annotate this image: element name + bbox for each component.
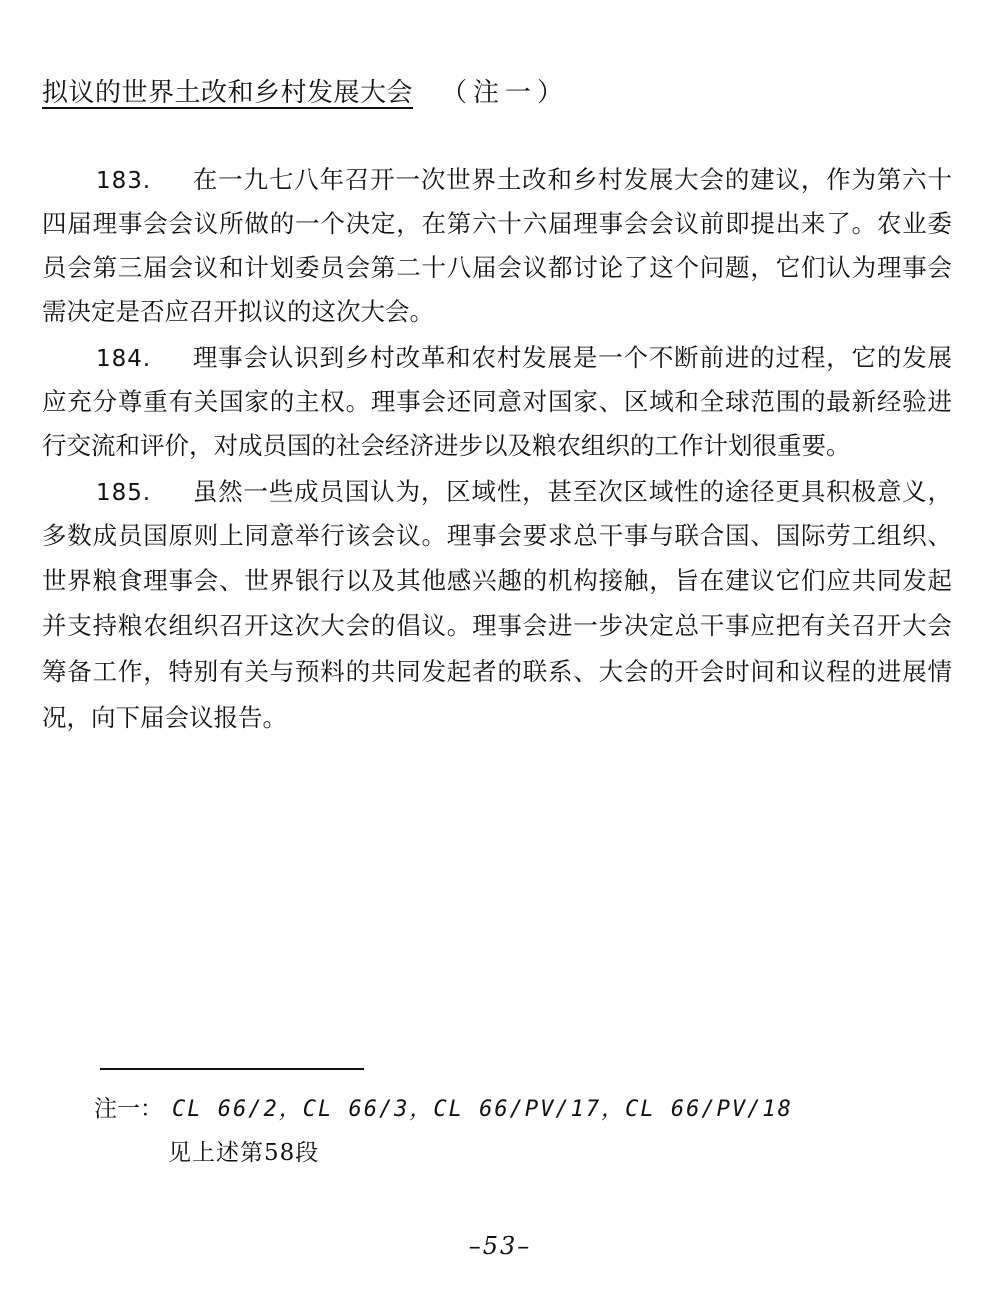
footnote-references: CL 66/2，CL 66/3，CL 66/PV/17，CL 66/PV/18 bbox=[172, 1097, 793, 1122]
paragraph-number: 183. bbox=[96, 168, 152, 194]
heading-title: 拟议的世界土改和乡村发展大会 bbox=[42, 78, 414, 108]
paragraph-183-line-4: 需决定是否应召开拟议的这次大会。 bbox=[42, 297, 434, 326]
section-heading bbox=[42, 72, 569, 109]
paragraph-185-line-1 bbox=[96, 474, 952, 511]
paragraph-185-line-3: 世界粮食理事会、世界银行以及其他感兴趣的机构接触，旨在建议它们应共同发起 bbox=[42, 566, 952, 595]
paragraph-number: 185. bbox=[96, 480, 152, 506]
paragraph-183-line-1 bbox=[96, 162, 952, 199]
heading-footnote-marker: （注一） bbox=[441, 78, 570, 108]
paragraph-text: 在一九七八年召开一次世界土改和乡村发展大会的建议，作为第六十 bbox=[192, 165, 952, 194]
footnote bbox=[94, 1090, 793, 1123]
paragraph-185-line-4: 并支持粮农组织召开这次大会的倡议。理事会进一步决定总干事应把有关召开大会 bbox=[42, 611, 952, 640]
paragraph-185-line-5: 筹备工作，特别有关与预料的共同发起者的联系、大会的开会时间和议程的进展情 bbox=[42, 657, 952, 686]
paragraph-184-line-1 bbox=[96, 340, 952, 377]
paragraph-185-line-6: 况，向下届会议报告。 bbox=[42, 703, 287, 732]
footnote-label: 注一： bbox=[94, 1096, 163, 1122]
paragraph-text: 虽然一些成员国认为，区域性，甚至次区域性的途径更具积极意义， bbox=[192, 477, 952, 506]
paragraph-184-line-2: 应充分尊重有关国家的主权。理事会还同意对国家、区域和全球范围的最新经验进 bbox=[42, 387, 952, 416]
paragraph-184-line-3: 行交流和评价，对成员国的社会经济进步以及粮农组织的工作计划很重要。 bbox=[42, 431, 851, 460]
paragraph-185-line-2: 多数成员国原则上同意举行该会议。理事会要求总干事与联合国、国际劳工组织、 bbox=[42, 521, 952, 550]
paragraph-183-line-2: 四届理事会会议所做的一个决定，在第六十六届理事会会议前即提出来了。农业委 bbox=[42, 209, 952, 238]
page-number: –53– bbox=[468, 1232, 532, 1260]
paragraph-number: 184. bbox=[96, 346, 152, 372]
footnote-cross-reference: 见上述第58段 bbox=[168, 1140, 320, 1166]
paragraph-text: 理事会认识到乡村改革和农村发展是一个不断前进的过程，它的发展 bbox=[192, 343, 952, 372]
footnote-divider bbox=[100, 1068, 364, 1070]
paragraph-183-line-3: 员会第三届会议和计划委员会第二十八届会议都讨论了这个问题，它们认为理事会 bbox=[42, 253, 952, 282]
